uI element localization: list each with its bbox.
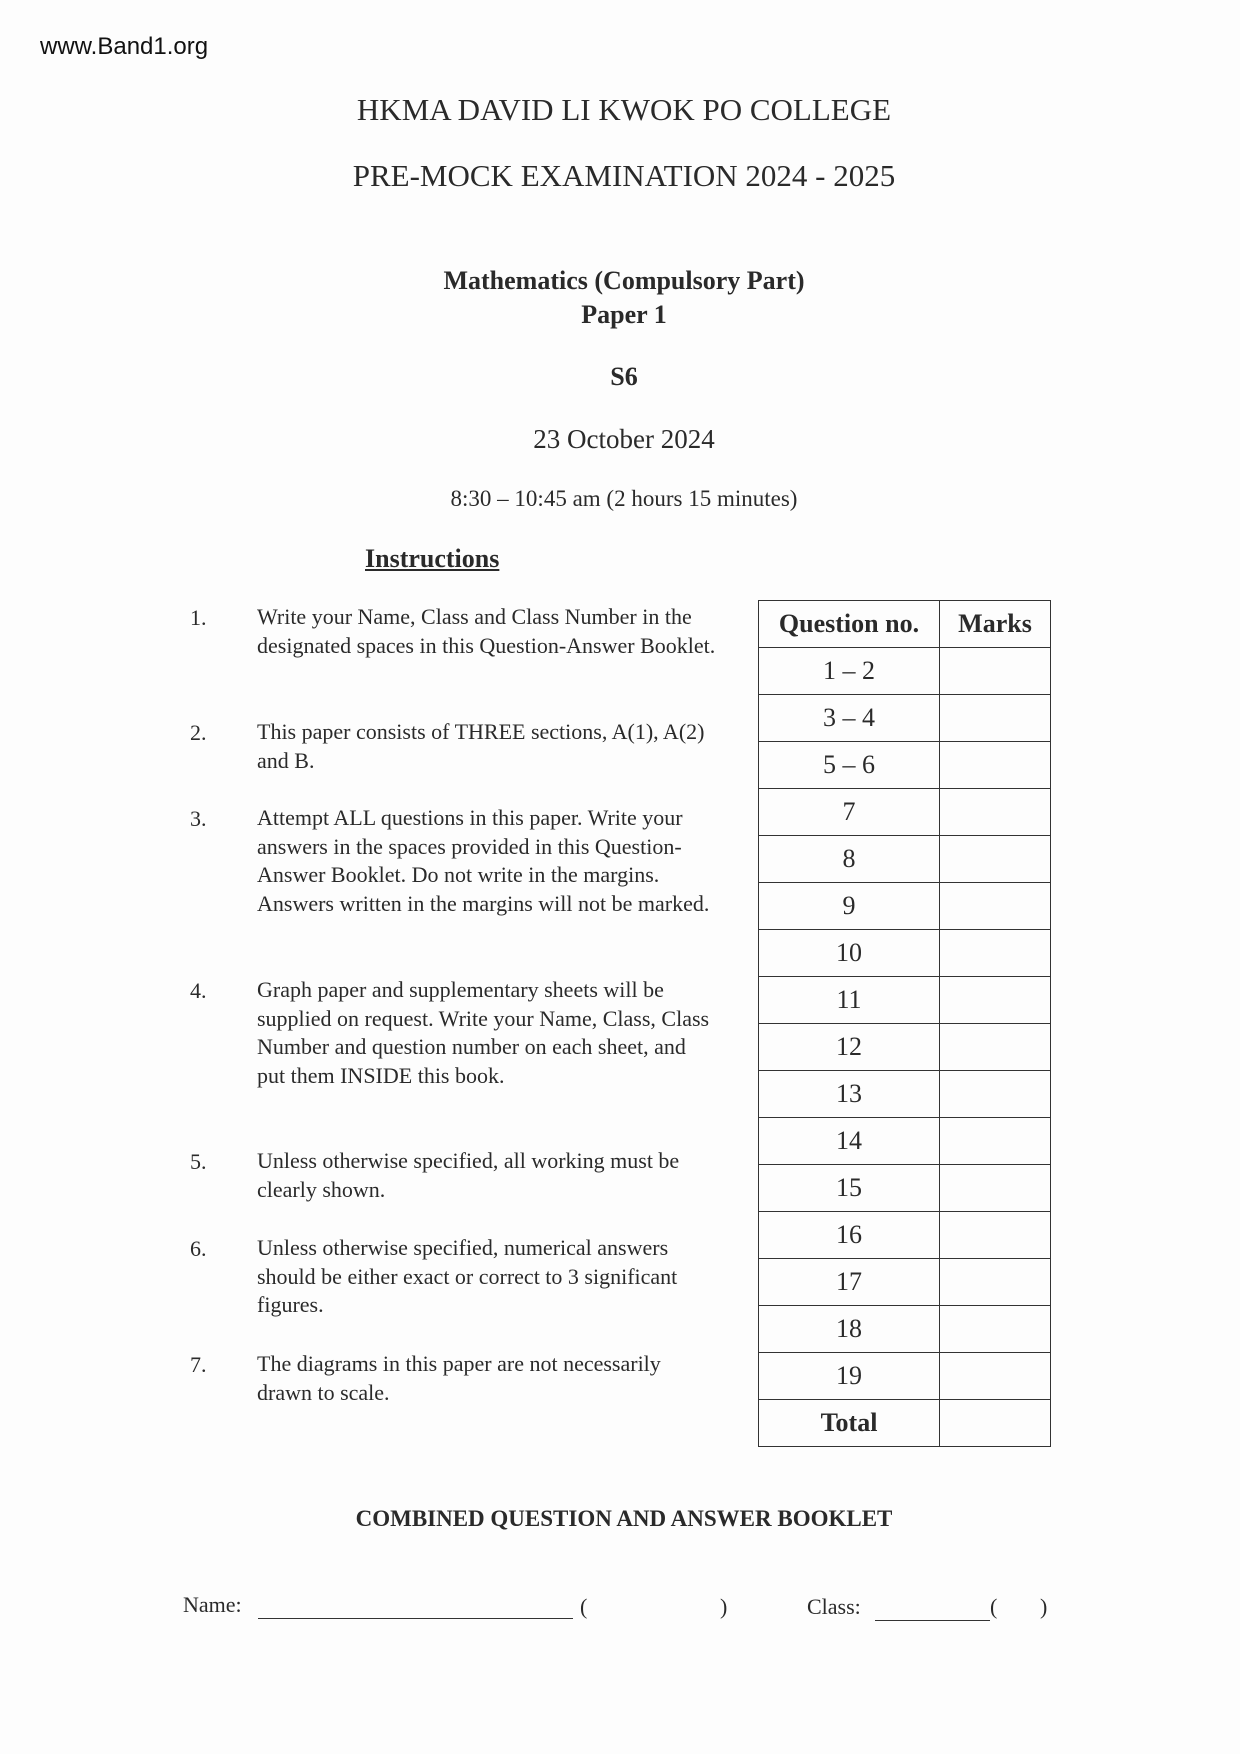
table-row: [759, 1118, 1051, 1165]
table-row: [759, 930, 1051, 977]
name-close-paren: ): [720, 1594, 728, 1619]
question-number: 16: [759, 1212, 940, 1259]
table-header-row: [759, 601, 1051, 648]
marks-cell: [940, 930, 1051, 977]
question-number: 11: [759, 977, 940, 1024]
marks-cell: [940, 1306, 1051, 1353]
marks-cell: [940, 1118, 1051, 1165]
marks-cell: [940, 1071, 1051, 1118]
table-row: [759, 836, 1051, 883]
exam-date: 23 October 2024: [533, 424, 715, 454]
instruction-text: Attempt ALL questions in this paper. Write your answers in the spaces provided in this Question-Answer Booklet. Do not write in the margins. Answers written in the margins will not be marked.: [257, 805, 710, 917]
marks-table: [758, 600, 1051, 1447]
instruction-number: 5.: [190, 1149, 207, 1174]
question-number: 18: [759, 1306, 940, 1353]
header-marks: Marks: [940, 601, 1051, 648]
question-number: 5 – 6: [759, 742, 940, 789]
watermark: www.Band1.org: [40, 33, 209, 60]
instruction-number: 6.: [190, 1236, 207, 1261]
instruction-text: Graph paper and supplementary sheets will be supplied on request. Write your Name, Class, Class Number and question number on each sheet, and put them INSIDE this book.: [257, 977, 710, 1089]
booklet-title: COMBINED QUESTION AND ANSWER BOOKLET: [355, 1506, 893, 1531]
marks-cell: [940, 1165, 1051, 1212]
marks-cell: [940, 1024, 1051, 1071]
table-row: [759, 1400, 1051, 1447]
instructions-title: Instructions: [365, 544, 500, 573]
table-row: [759, 1165, 1051, 1212]
table-row: [759, 1024, 1051, 1071]
instruction-text: Unless otherwise specified, numerical answers should be either exact or correct to 3 significant figures.: [257, 1235, 678, 1318]
table-row: [759, 1306, 1051, 1353]
table-row: [759, 648, 1051, 695]
class-label: Class:: [807, 1594, 861, 1619]
question-number: 13: [759, 1071, 940, 1118]
marks-cell: [940, 836, 1051, 883]
table-row: [759, 742, 1051, 789]
marks-cell: [940, 977, 1051, 1024]
class-open-paren: (: [990, 1594, 998, 1619]
marks-cell: [940, 648, 1051, 695]
marks-cell: [940, 883, 1051, 930]
table-row: [759, 1353, 1051, 1400]
table-row: [759, 695, 1051, 742]
question-number: 15: [759, 1165, 940, 1212]
table-row: [759, 883, 1051, 930]
marks-cell: [940, 742, 1051, 789]
marks-cell: [940, 1353, 1051, 1400]
marks-cell: [940, 695, 1051, 742]
table-row: [759, 1259, 1051, 1306]
table-row: [759, 1212, 1051, 1259]
question-number: 1 – 2: [759, 648, 940, 695]
header-question-no: Question no.: [759, 601, 940, 648]
instruction-number: 7.: [190, 1352, 207, 1377]
question-number: 3 – 4: [759, 695, 940, 742]
instruction-text: Write your Name, Class and Class Number in the designated spaces in this Question-Answer Booklet.: [257, 604, 716, 658]
instruction-number: 3.: [190, 806, 207, 831]
question-number: 12: [759, 1024, 940, 1071]
table-row: [759, 1071, 1051, 1118]
subject: Mathematics (Compulsory Part): [443, 266, 805, 295]
school-name: HKMA DAVID LI KWOK PO COLLEGE: [356, 92, 892, 127]
marks-cell: [940, 1212, 1051, 1259]
form: S6: [610, 362, 638, 391]
paper: Paper 1: [581, 300, 667, 329]
instruction-number: 1.: [190, 605, 207, 630]
instruction-number: 2.: [190, 720, 207, 745]
exam-time: 8:30 – 10:45 am (2 hours 15 minutes): [450, 486, 798, 511]
class-field[interactable]: [875, 1620, 990, 1621]
instruction-text: This paper consists of THREE sections, A(1), A(2) and B.: [257, 719, 705, 773]
name-field[interactable]: [258, 1618, 573, 1619]
instruction-number: 4.: [190, 978, 207, 1003]
marks-cell: [940, 1259, 1051, 1306]
question-number: 10: [759, 930, 940, 977]
marks-cell: [940, 1400, 1051, 1447]
question-number: 14: [759, 1118, 940, 1165]
question-number: 7: [759, 789, 940, 836]
question-number: Total: [759, 1400, 940, 1447]
question-number: 8: [759, 836, 940, 883]
table-row: [759, 789, 1051, 836]
instruction-text: Unless otherwise specified, all working must be clearly shown.: [257, 1148, 680, 1202]
question-number: 9: [759, 883, 940, 930]
name-label: Name:: [183, 1592, 242, 1617]
name-open-paren: (: [580, 1594, 588, 1619]
question-number: 17: [759, 1259, 940, 1306]
question-number: 19: [759, 1353, 940, 1400]
marks-cell: [940, 789, 1051, 836]
class-close-paren: ): [1040, 1594, 1048, 1619]
exam-title: PRE-MOCK EXAMINATION 2024 - 2025: [352, 158, 896, 193]
instruction-text: The diagrams in this paper are not necessarily drawn to scale.: [257, 1351, 661, 1405]
table-row: [759, 977, 1051, 1024]
